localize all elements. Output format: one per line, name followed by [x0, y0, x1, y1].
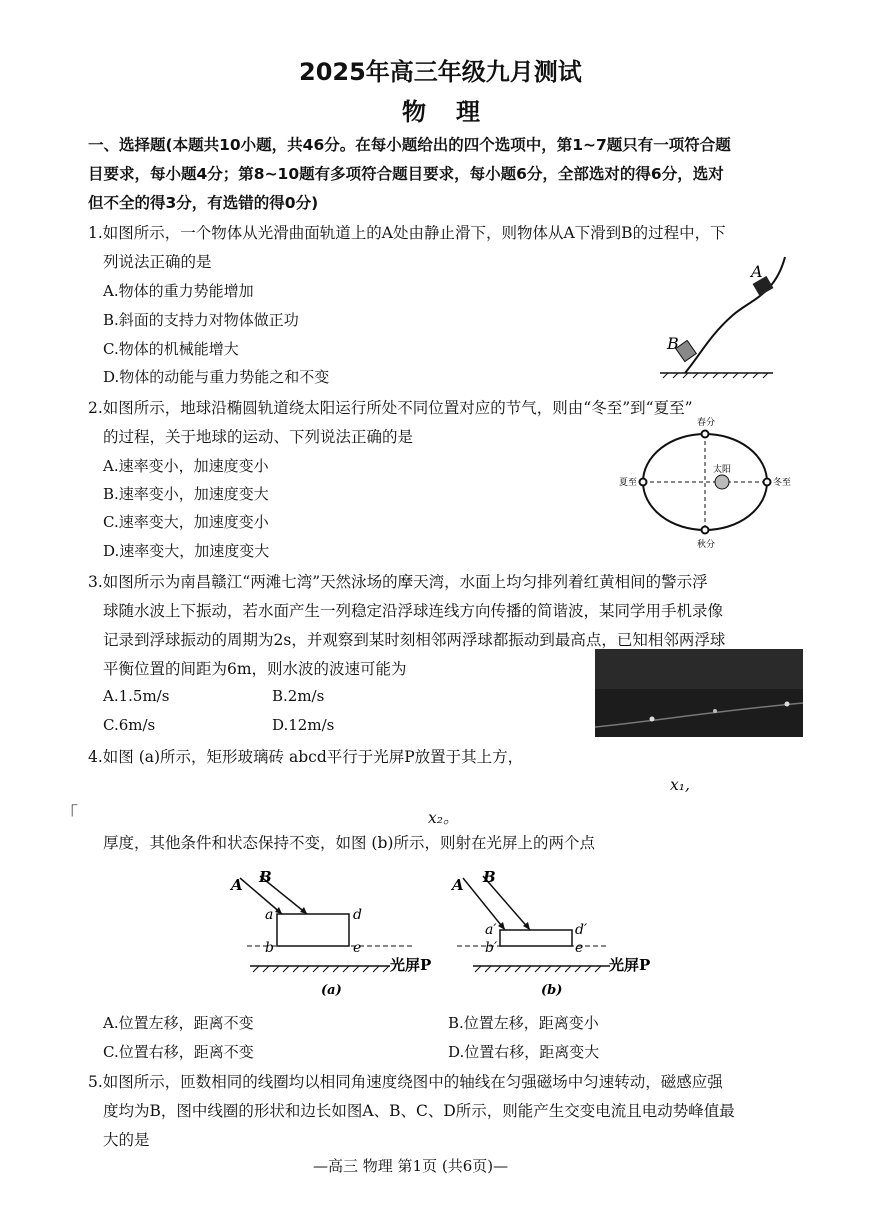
figure-b	[450, 868, 650, 998]
q1-option-d: D.物体的动能与重力势能之和不变	[103, 368, 330, 386]
q3-option-c: C.6m/s	[103, 716, 156, 734]
label-summer: 夏至	[619, 478, 638, 488]
q2-option-b: B.速率变小，加速度变大	[103, 485, 269, 503]
corner-b-prime: b′	[485, 940, 498, 956]
q3-river-photo	[595, 649, 803, 737]
screen-hatching	[253, 966, 389, 972]
corner-a: a	[265, 907, 274, 923]
curved-track	[685, 257, 785, 373]
block-at-b	[676, 340, 697, 361]
section-heading-line-2: 目要求，每小题4分；第8~10题有多项符合题目要求，每小题6分，全部选对的得6分，选对	[88, 165, 724, 183]
glass-brick-a	[277, 914, 349, 946]
caption-a: (a)	[321, 983, 342, 998]
q1-stem-line-2: 列说法正确的是	[103, 253, 212, 271]
q4-x2-fragment: x₂。	[428, 809, 459, 827]
q3-stem-line-1: 3.如图所示为南昌赣江“两滩七湾”天然泳场的摩天湾，水面上均匀排列着红黄相间的警示浮	[88, 573, 708, 591]
q3-stem-line-2: 球随水波上下振动，若水面产生一列稳定沿浮球连线方向传播的简谐波，某同学用手机录像	[103, 602, 724, 620]
glass-brick-b	[500, 930, 572, 946]
q1-option-b: B.斜面的支持力对物体做正功	[103, 311, 299, 329]
earth-spring	[702, 431, 709, 438]
buoy	[785, 702, 790, 707]
sun-icon	[715, 475, 729, 489]
q1-stem-line-1: 1.如图所示，一个物体从光滑曲面轨道上的A处由静止滑下，则物体从A下滑到B的过程中，下	[88, 224, 726, 242]
q4-option-c: C.位置右移，距离不变	[103, 1043, 254, 1061]
q2-option-c: C.速率变大，加速度变小	[103, 513, 269, 531]
label-autumn: 秋分	[697, 540, 716, 550]
q5-stem-line-3: 大的是	[103, 1131, 150, 1149]
q1-option-a: A.物体的重力势能增加	[103, 282, 254, 300]
label-b: B	[667, 334, 679, 353]
q4-option-d: D.位置右移，距离变大	[448, 1043, 600, 1061]
q3-stem-line-3: 记录到浮球振动的周期为2s，并观察到某时刻相邻两浮球都振动到最高点，已知相邻两浮球	[103, 631, 726, 649]
earth-summer	[640, 479, 647, 486]
corner-d-prime: d′	[575, 922, 588, 938]
label-a-ray: A	[231, 876, 243, 894]
figure-a	[229, 868, 431, 998]
q3-stem-line-4: 平衡位置的间距为6m，则水波的波速可能为	[103, 660, 407, 678]
label-b-ray: B	[483, 868, 496, 886]
q2-option-d: D.速率变大，加速度变大	[103, 542, 270, 560]
buoy	[650, 717, 655, 722]
screen-hatching	[475, 966, 601, 972]
corner-a-prime: a′	[485, 922, 497, 938]
q1-option-c: C.物体的机械能增大	[103, 340, 239, 358]
caption-b: (b)	[541, 983, 563, 998]
q3-option-d: D.12m/s	[272, 716, 335, 734]
corner-b: b	[265, 940, 274, 956]
q2-orbit-figure	[615, 412, 800, 552]
label-sun: 太阳	[713, 465, 732, 475]
q5-stem-line-2: 度均为B，图中线圈的形状和边长如图A、B、C、D所示，则能产生交变电流且电动势峰值最	[103, 1102, 735, 1120]
q5-stem-line-1: 5.如图所示，匝数相同的线圈均以相同角速度绕图中的轴线在匀强磁场中匀速转动，磁感应强	[88, 1073, 723, 1091]
earth-winter	[764, 479, 771, 486]
q4-option-b: B.位置左移，距离变小	[448, 1014, 599, 1032]
arrowhead	[300, 907, 307, 914]
q1-curved-track-figure	[655, 255, 795, 380]
q4-bracket-fragment: 「	[60, 804, 78, 825]
page-footer: —高三 物理 第1页 (共6页)—	[313, 1157, 509, 1175]
corner-d: d	[353, 907, 362, 923]
q4-stem-line-3: 厚度，其他条件和状态保持不变，如图 (b)所示，则射在光屏上的两个点	[103, 834, 595, 852]
label-a-ray: A	[452, 876, 464, 894]
corner-e: e	[353, 940, 362, 956]
q2-option-a: A.速率变小，加速度变小	[103, 457, 269, 475]
subject-title: 物理	[402, 98, 510, 126]
q4-option-a: A.位置左移，距离不变	[103, 1014, 254, 1032]
q4-x1-fragment: x₁,	[670, 776, 690, 794]
label-spring: 春分	[697, 418, 716, 428]
q2-stem-line-2: 的过程，关于地球的运动、下列说法正确的是	[103, 428, 414, 446]
screen-label-b: 光屏P	[609, 956, 651, 974]
label-winter: 冬至	[773, 478, 792, 488]
screen-label-a: 光屏P	[390, 956, 432, 974]
section-heading-line-3: 但不全的得3分，有选错的得0分)	[88, 194, 319, 212]
photo-sky	[595, 649, 803, 689]
exam-title: 2025年高三年级九月测试	[299, 58, 582, 86]
q2-stem-line-1: 2.如图所示，地球沿椭圆轨道绕太阳运行所处不同位置对应的节气，则由“冬至”到“夏至”	[88, 399, 693, 417]
q4-stem-line-1: 4.如图 (a)所示，矩形玻璃砖 abcd平行于光屏P放置于其上方，	[88, 748, 524, 766]
label-a: A	[751, 262, 763, 281]
earth-autumn	[702, 527, 709, 534]
buoy	[713, 709, 717, 713]
q3-option-b: B.2m/s	[272, 687, 325, 705]
q3-option-a: A.1.5m/s	[103, 687, 170, 705]
corner-e: e	[575, 940, 584, 956]
label-b-ray: B	[259, 868, 272, 886]
q4-glass-brick-figure	[225, 862, 665, 1002]
section-heading-line-1: 一、选择题(本题共10小题，共46分。在每小题给出的四个选项中，第1~7题只有一项符合题	[88, 136, 731, 154]
